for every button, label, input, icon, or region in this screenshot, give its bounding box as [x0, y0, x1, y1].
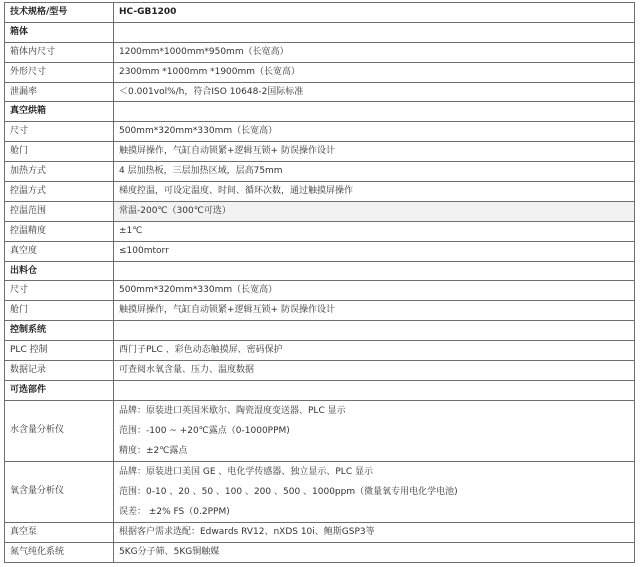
header-row	[5, 3, 635, 23]
row-value: 可查阅水氧含量、压力、温度数据	[114, 361, 635, 381]
row-value: 常温-200℃（300℃可选）	[114, 201, 635, 221]
section-title-options: 可选部件	[5, 380, 114, 400]
table-row	[5, 542, 635, 562]
header-label: 技术规格/型号	[5, 3, 114, 23]
section-title-box: 箱体	[5, 22, 114, 42]
section-row	[5, 380, 635, 400]
row-value: 4 层加热板，三层加热区域，层高75mm	[114, 162, 635, 182]
row-value: 西门子PLC 、彩色动态触摸屏、密码保护	[114, 341, 635, 361]
row-value: 梯度控温，可设定温度、时间、循环次数，通过触摸屏操作	[114, 182, 635, 202]
detail-line: 误差： ±2% FS（0.2PPM)	[119, 506, 230, 517]
table-row	[5, 142, 635, 162]
row-label: 水含量分析仪	[5, 400, 114, 461]
oxygen-analyzer-details	[114, 461, 635, 522]
row-value: ＜0.001vol%/h，符合ISO 10648-2国际标准	[114, 82, 635, 102]
detail-line: 范围：-100 ~ +20℃露点（0-1000PPM)	[119, 425, 290, 436]
row-label: 外形尺寸	[5, 62, 114, 82]
section-row	[5, 261, 635, 281]
row-value: ±1℃	[114, 221, 635, 241]
row-label: 真空泵	[5, 522, 114, 542]
row-label: 数据记录	[5, 361, 114, 381]
model-name: HC-GB1200	[114, 3, 635, 23]
section-title-control: 控制系统	[5, 321, 114, 341]
table-row	[5, 400, 635, 461]
table-row	[5, 341, 635, 361]
table-row	[5, 301, 635, 321]
row-label: 控温方式	[5, 182, 114, 202]
row-label: 尺寸	[5, 122, 114, 142]
row-label: 泄漏率	[5, 82, 114, 102]
table-row	[5, 522, 635, 542]
detail-line: 范围：0-10 、20 、50 、100 、200 、500 、1000ppm（微量氧专用电化学电池)	[119, 486, 458, 497]
section-title-discharge: 出料仓	[5, 261, 114, 281]
row-value: 根据客户需求选配：Edwards RV12、nXDS 10i、鲍斯GSP3等	[114, 522, 635, 542]
row-label: 箱体内尺寸	[5, 42, 114, 62]
table-row	[5, 201, 635, 221]
water-analyzer-details	[114, 400, 635, 461]
row-label: 控温精度	[5, 221, 114, 241]
row-label: 加热方式	[5, 162, 114, 182]
row-value: 触摸屏操作，气缸自动锁紧+逻辑互锁+ 防误操作设计	[114, 142, 635, 162]
row-value: 500mm*320mm*330mm（长宽高）	[114, 122, 635, 142]
row-label: 氮气纯化系统	[5, 542, 114, 562]
row-label: 舱门	[5, 301, 114, 321]
row-label: 氧含量分析仪	[5, 461, 114, 522]
row-value: 触摸屏操作，气缸自动锁紧+逻辑互锁+ 防误操作设计	[114, 301, 635, 321]
row-value: ≤100mtorr	[114, 241, 635, 261]
detail-line: 品牌：原装进口美国 GE 、电化学传感器、独立显示、PLC 显示	[119, 466, 373, 477]
table-row	[5, 361, 635, 381]
section-row	[5, 22, 635, 42]
section-row	[5, 102, 635, 122]
row-label: 控温范围	[5, 201, 114, 221]
table-row	[5, 122, 635, 142]
table-row	[5, 82, 635, 102]
section-row	[5, 321, 635, 341]
table-row	[5, 162, 635, 182]
table-row	[5, 241, 635, 261]
row-value: 2300mm *1000mm *1900mm（长宽高）	[114, 62, 635, 82]
table-row	[5, 182, 635, 202]
row-label: 舱门	[5, 142, 114, 162]
detail-line: 精度：±2℃露点	[119, 445, 188, 456]
row-value: 1200mm*1000mm*950mm（长宽高）	[114, 42, 635, 62]
row-value: 5KG分子筛、5KG铜触媒	[114, 542, 635, 562]
section-title-vacuum-oven: 真空烘箱	[5, 102, 114, 122]
detail-line: 品牌：原装进口英国米歇尔、陶瓷湿度变送器、PLC 显示	[119, 405, 346, 416]
spec-table	[4, 2, 635, 563]
table-row	[5, 62, 635, 82]
table-row	[5, 461, 635, 522]
table-row	[5, 221, 635, 241]
row-label: 真空度	[5, 241, 114, 261]
table-row	[5, 42, 635, 62]
row-label: PLC 控制	[5, 341, 114, 361]
table-row	[5, 281, 635, 301]
row-label: 尺寸	[5, 281, 114, 301]
row-value: 500mm*320mm*330mm（长宽高）	[114, 281, 635, 301]
